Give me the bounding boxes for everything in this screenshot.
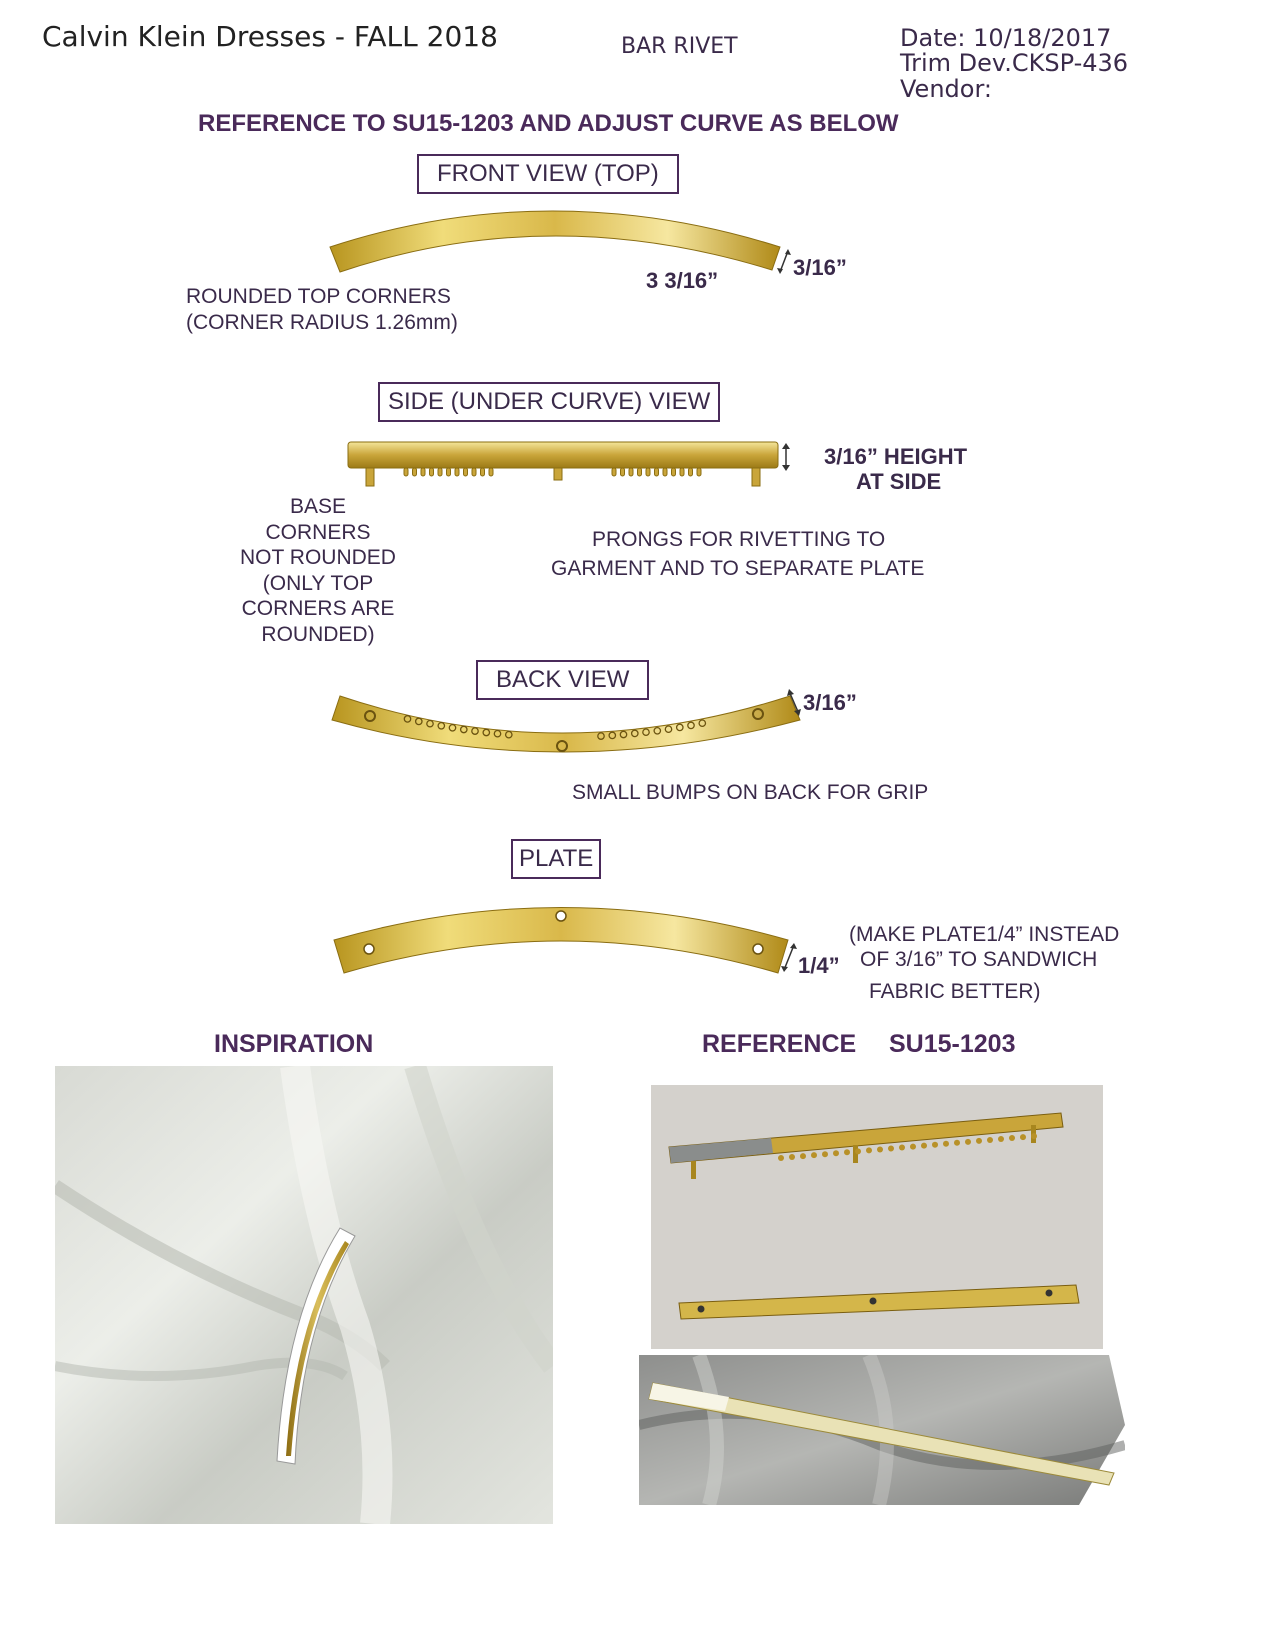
side-bump bbox=[689, 468, 693, 476]
front-note-line2: (CORNER RADIUS 1.26mm) bbox=[186, 311, 458, 334]
side-height-arrow-icon bbox=[778, 443, 794, 471]
back-width-arrow-icon bbox=[785, 688, 805, 718]
back-note: SMALL BUMPS ON BACK FOR GRIP bbox=[572, 781, 929, 804]
reference-bump bbox=[899, 1145, 905, 1151]
plate-label: PLATE bbox=[511, 839, 601, 879]
base-note-line: BASE bbox=[289, 495, 347, 518]
front-view-label: FRONT VIEW (TOP) bbox=[417, 154, 679, 194]
side-bump bbox=[455, 468, 459, 476]
front-note-line1: ROUNDED TOP CORNERS bbox=[186, 285, 451, 308]
side-bump bbox=[672, 468, 676, 476]
reference-bump bbox=[778, 1155, 784, 1161]
vendor-line: Vendor: bbox=[900, 75, 992, 103]
plate-width-arrow-icon bbox=[778, 942, 800, 974]
inspiration-photo bbox=[55, 1066, 553, 1524]
side-bump bbox=[663, 468, 667, 476]
base-corners-note bbox=[228, 494, 408, 647]
side-view-label: SIDE (UNDER CURVE) VIEW bbox=[378, 382, 720, 422]
reference-bump bbox=[1020, 1134, 1026, 1140]
reference-code: SU15-1203 bbox=[889, 1030, 1016, 1058]
reference-bump bbox=[987, 1137, 993, 1143]
side-bump bbox=[404, 468, 408, 476]
reference-bump bbox=[943, 1141, 949, 1147]
reference-bump bbox=[789, 1154, 795, 1160]
document-title: Calvin Klein Dresses - FALL 2018 bbox=[42, 20, 498, 53]
side-bump bbox=[646, 468, 650, 476]
side-bump bbox=[481, 468, 485, 476]
plate-drawing bbox=[328, 895, 808, 980]
front-length-dimension: 3 3/16” bbox=[646, 268, 719, 293]
prongs-note-line2: GARMENT AND TO SEPARATE PLATE bbox=[551, 557, 925, 580]
front-view-drawing bbox=[320, 195, 800, 285]
instruction-heading: REFERENCE TO SU15-1203 AND ADJUST CURVE AS BELOW bbox=[198, 110, 899, 137]
reference-bump bbox=[888, 1146, 894, 1152]
reference-bump bbox=[1009, 1135, 1015, 1141]
item-name: BAR RIVET bbox=[621, 34, 738, 59]
reference-bump bbox=[877, 1146, 883, 1152]
base-note-line: (ONLY TOP bbox=[262, 571, 374, 595]
side-prong bbox=[554, 468, 562, 480]
side-bump bbox=[413, 468, 417, 476]
side-bump bbox=[447, 468, 451, 476]
front-width-dimension: 3/16” bbox=[793, 255, 847, 280]
side-bump bbox=[472, 468, 476, 476]
side-bump bbox=[697, 468, 701, 476]
plate-note-line2: OF 3/16” TO SANDWICH bbox=[860, 948, 1098, 971]
reference-bump bbox=[822, 1151, 828, 1157]
reference-heading: REFERENCE bbox=[702, 1030, 857, 1058]
side-bump bbox=[629, 468, 633, 476]
plate-width-dimension: 1/4” bbox=[798, 953, 840, 978]
side-bump bbox=[680, 468, 684, 476]
side-prong bbox=[366, 468, 374, 486]
reference-bump bbox=[965, 1139, 971, 1145]
reference-bump bbox=[855, 1148, 861, 1154]
reference-bump bbox=[800, 1153, 806, 1159]
side-bump bbox=[655, 468, 659, 476]
side-bump bbox=[421, 468, 425, 476]
reference-bump bbox=[833, 1150, 839, 1156]
reference-bump bbox=[998, 1136, 1004, 1142]
inspiration-heading: INSPIRATION bbox=[214, 1030, 374, 1058]
prongs-note-line1: PRONGS FOR RIVETTING TO bbox=[592, 528, 886, 551]
trim-dev-line: Trim Dev.CKSP-436 bbox=[900, 49, 1129, 77]
back-view-label: BACK VIEW bbox=[476, 660, 649, 700]
side-bump bbox=[489, 468, 493, 476]
base-note-line: CORNERS bbox=[265, 520, 371, 544]
reference-bump bbox=[866, 1147, 872, 1153]
reference-bump bbox=[811, 1152, 817, 1158]
reference-bump bbox=[921, 1143, 927, 1149]
side-height-line1: 3/16” HEIGHT bbox=[824, 444, 968, 469]
front-width-arrow-icon bbox=[774, 248, 794, 276]
side-height-line2: AT SIDE bbox=[856, 469, 942, 494]
reference-bump bbox=[976, 1138, 982, 1144]
reference-photo-parts bbox=[651, 1085, 1103, 1349]
plate-note-line1: (MAKE PLATE1/4” INSTEAD bbox=[849, 923, 1120, 946]
side-bump bbox=[612, 468, 616, 476]
reference-bump bbox=[1031, 1133, 1037, 1139]
base-note-line: NOT ROUNDED bbox=[240, 546, 396, 569]
side-bump bbox=[464, 468, 468, 476]
reference-bump bbox=[954, 1140, 960, 1146]
reference-bump bbox=[932, 1142, 938, 1148]
back-view-drawing bbox=[330, 688, 810, 760]
reference-photo-on-fabric bbox=[639, 1355, 1125, 1505]
side-bump bbox=[621, 468, 625, 476]
back-width-dimension: 3/16” bbox=[803, 690, 857, 715]
reference-bump bbox=[910, 1144, 916, 1150]
base-note-line: CORNERS ARE bbox=[241, 597, 395, 620]
side-bump bbox=[430, 468, 434, 476]
base-note-line: ROUNDED) bbox=[261, 622, 375, 646]
side-bump bbox=[438, 468, 442, 476]
reference-bump bbox=[844, 1149, 850, 1155]
side-prong bbox=[752, 468, 760, 486]
side-bump bbox=[638, 468, 642, 476]
date-line: Date: 10/18/2017 bbox=[900, 24, 1112, 52]
plate-note-line3: FABRIC BETTER) bbox=[869, 980, 1041, 1003]
side-view-drawing bbox=[346, 440, 786, 492]
